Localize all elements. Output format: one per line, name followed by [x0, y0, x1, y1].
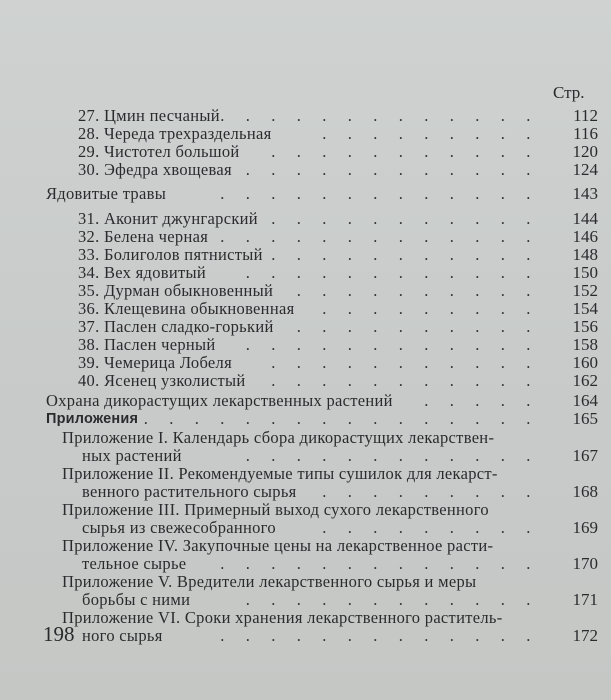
toc-entry [0, 336, 611, 354]
toc-entry [0, 372, 611, 390]
toc-entry [0, 354, 611, 372]
toc-entry-page: 168 [572, 482, 598, 501]
dot-leader: . . . . . . . . . . . [271, 371, 531, 390]
dot-leader: . . . . . . . . . [322, 124, 531, 143]
toc-entry [0, 555, 611, 573]
toc-entry-title-continuation: ных растений [82, 446, 182, 465]
toc-entry [0, 246, 611, 264]
toc-appendix-line [0, 429, 611, 447]
toc-entry-title: 27. Цмин песчаный [78, 106, 220, 125]
toc-entry-title: 33. Болиголов пятнистый [78, 245, 263, 264]
dot-leader: . . . . . . . . . . [296, 317, 531, 336]
toc-appendix-line [0, 537, 611, 555]
dot-leader: . . . . . . . . . . . . [245, 160, 531, 179]
toc-entry-page: 146 [572, 227, 598, 246]
dot-leader: . . . . . . . . . . . [271, 209, 531, 228]
toc-entry-title: Приложение III. Примерный выход сухого лекарственного [62, 500, 489, 519]
toc-entry-page: 169 [572, 518, 598, 537]
toc-entry-page: 160 [572, 353, 598, 372]
toc-appendix-line [0, 465, 611, 483]
toc-entry-page: 116 [573, 124, 598, 143]
toc-entry [0, 519, 611, 537]
dot-leader: . . . . . . . . . . . [271, 353, 531, 372]
dot-leader: . . . . . . . . . . . . . [220, 554, 531, 573]
toc-entry [0, 210, 611, 228]
toc-entry-page: 162 [572, 371, 598, 390]
toc-entry [0, 300, 611, 318]
toc-entry-page: 165 [572, 409, 598, 428]
dot-leader: . . . . . . . . . [322, 482, 531, 501]
toc-appendix-line [0, 573, 611, 591]
toc-entry-title: 38. Паслен черный [78, 335, 216, 354]
toc-entry-page: 154 [572, 299, 598, 318]
toc-entry-page: 148 [572, 245, 598, 264]
toc-entry [0, 228, 611, 246]
toc-entry [0, 318, 611, 336]
toc-entry-page: 167 [572, 446, 598, 465]
dot-leader: . . . . . . . . . . . . [245, 335, 531, 354]
toc-entry [0, 143, 611, 161]
toc-entry-page: 144 [572, 209, 598, 228]
toc-entry-page: 158 [572, 335, 598, 354]
toc-entry-title: 39. Чемерица Лобеля [78, 353, 232, 372]
dot-leader: . . . . . . . . . [322, 299, 531, 318]
toc-entry-title: 29. Чистотел большой [78, 142, 240, 161]
toc-entry [0, 282, 611, 300]
toc-entry-page: 152 [572, 281, 598, 300]
toc-entry-page: 170 [572, 554, 598, 573]
toc-section [0, 185, 611, 203]
toc-entry-page: 156 [572, 317, 598, 336]
toc-appendix-line [0, 609, 611, 627]
toc-section [0, 392, 611, 410]
toc-entry-title: 28. Череда трехраздельная [78, 124, 272, 143]
toc-entry-title-continuation: венного растительного сырья [82, 482, 297, 501]
dot-leader: . . . . . [424, 391, 531, 410]
dot-leader: . . . . . . . . . . [296, 281, 531, 300]
dot-leader: . . . . . . . . . . . . [245, 446, 531, 465]
dot-leader: . . . . . . . . . . . . . . . . [143, 409, 531, 428]
toc-entry-title: 35. Дурман обыкновенный [78, 281, 274, 300]
toc-section-title: Ядовитые травы [46, 184, 167, 203]
toc-entry-title: 37. Паслен сладко-горький [78, 317, 274, 336]
toc-entry-title: 31. Аконит джунгарский [78, 209, 258, 228]
toc-section-title: Приложения [46, 411, 139, 427]
dot-leader: . . . . . . . . . . . . [245, 590, 531, 609]
toc-entry-page: 143 [572, 184, 598, 203]
toc-entry-title: Приложение II. Рекомендуемые типы сушилок для лекарст- [62, 464, 498, 483]
page-column-header: Стр. [553, 83, 585, 102]
toc-entry-title: 30. Эфедра хвощевая [78, 160, 232, 179]
toc-entry [0, 483, 611, 501]
dot-leader: . . . . . . . . . . . . [245, 263, 531, 282]
toc-entry-page: 124 [572, 160, 598, 179]
toc-entry-page: 120 [572, 142, 598, 161]
dot-leader: . . . . . . . . . . . . . [220, 106, 531, 125]
page-number: 198 [43, 622, 75, 646]
toc-entry [0, 447, 611, 465]
toc-entry-title: Приложение VI. Сроки хранения лекарственного раститель- [62, 608, 503, 627]
toc-entry-page: 172 [572, 626, 598, 645]
toc-entry-page: 171 [572, 590, 598, 609]
toc-entry-title-continuation: борьбы с ними [82, 590, 191, 609]
dot-leader: . . . . . . . . . . . [271, 245, 531, 264]
toc-entry-title: 36. Клещевина обыкновенная [78, 299, 295, 318]
toc-entry [0, 161, 611, 179]
toc-entry [0, 264, 611, 282]
toc-section-title: Охрана дикорастущих лекарственных растений [46, 391, 393, 410]
toc-entry-title: Приложение V. Вредители лекарственного сырья и меры [62, 572, 477, 591]
toc-entry-title: 32. Белена черная [78, 227, 209, 246]
toc-entry-title: 40. Ясенец узколистый [78, 371, 246, 390]
toc-section [0, 410, 611, 428]
toc-entry-title: 34. Вех ядовитый [78, 263, 207, 282]
toc-entry-title-continuation: ного сырья [82, 626, 163, 645]
toc-entry-page: 112 [573, 106, 598, 125]
dot-leader: . . . . . . . . . . . . . [220, 626, 531, 645]
dot-leader: . . . . . . . . . . . . . [220, 227, 531, 246]
toc-entry-title-continuation: тельное сырье [82, 554, 187, 573]
dot-leader: . . . . . . . . . . . . . [220, 184, 531, 203]
toc-entry-title: Приложение IV. Закупочные цены на лекарственное расти- [62, 536, 494, 555]
toc-entry-page: 164 [572, 391, 598, 410]
toc-entry [0, 107, 611, 125]
toc-entry [0, 627, 611, 645]
toc-entry [0, 591, 611, 609]
toc-entry-title: Приложение I. Календарь сбора дикорастущих лекарствен- [62, 428, 495, 447]
dot-leader: . . . . . . . . . [322, 518, 531, 537]
toc-entry-page: 150 [572, 263, 598, 282]
toc-entry-title-continuation: сырья из свежесобранного [82, 518, 276, 537]
dot-leader: . . . . . . . . . . . [271, 142, 531, 161]
toc-appendix-line [0, 501, 611, 519]
toc-entry [0, 125, 611, 143]
